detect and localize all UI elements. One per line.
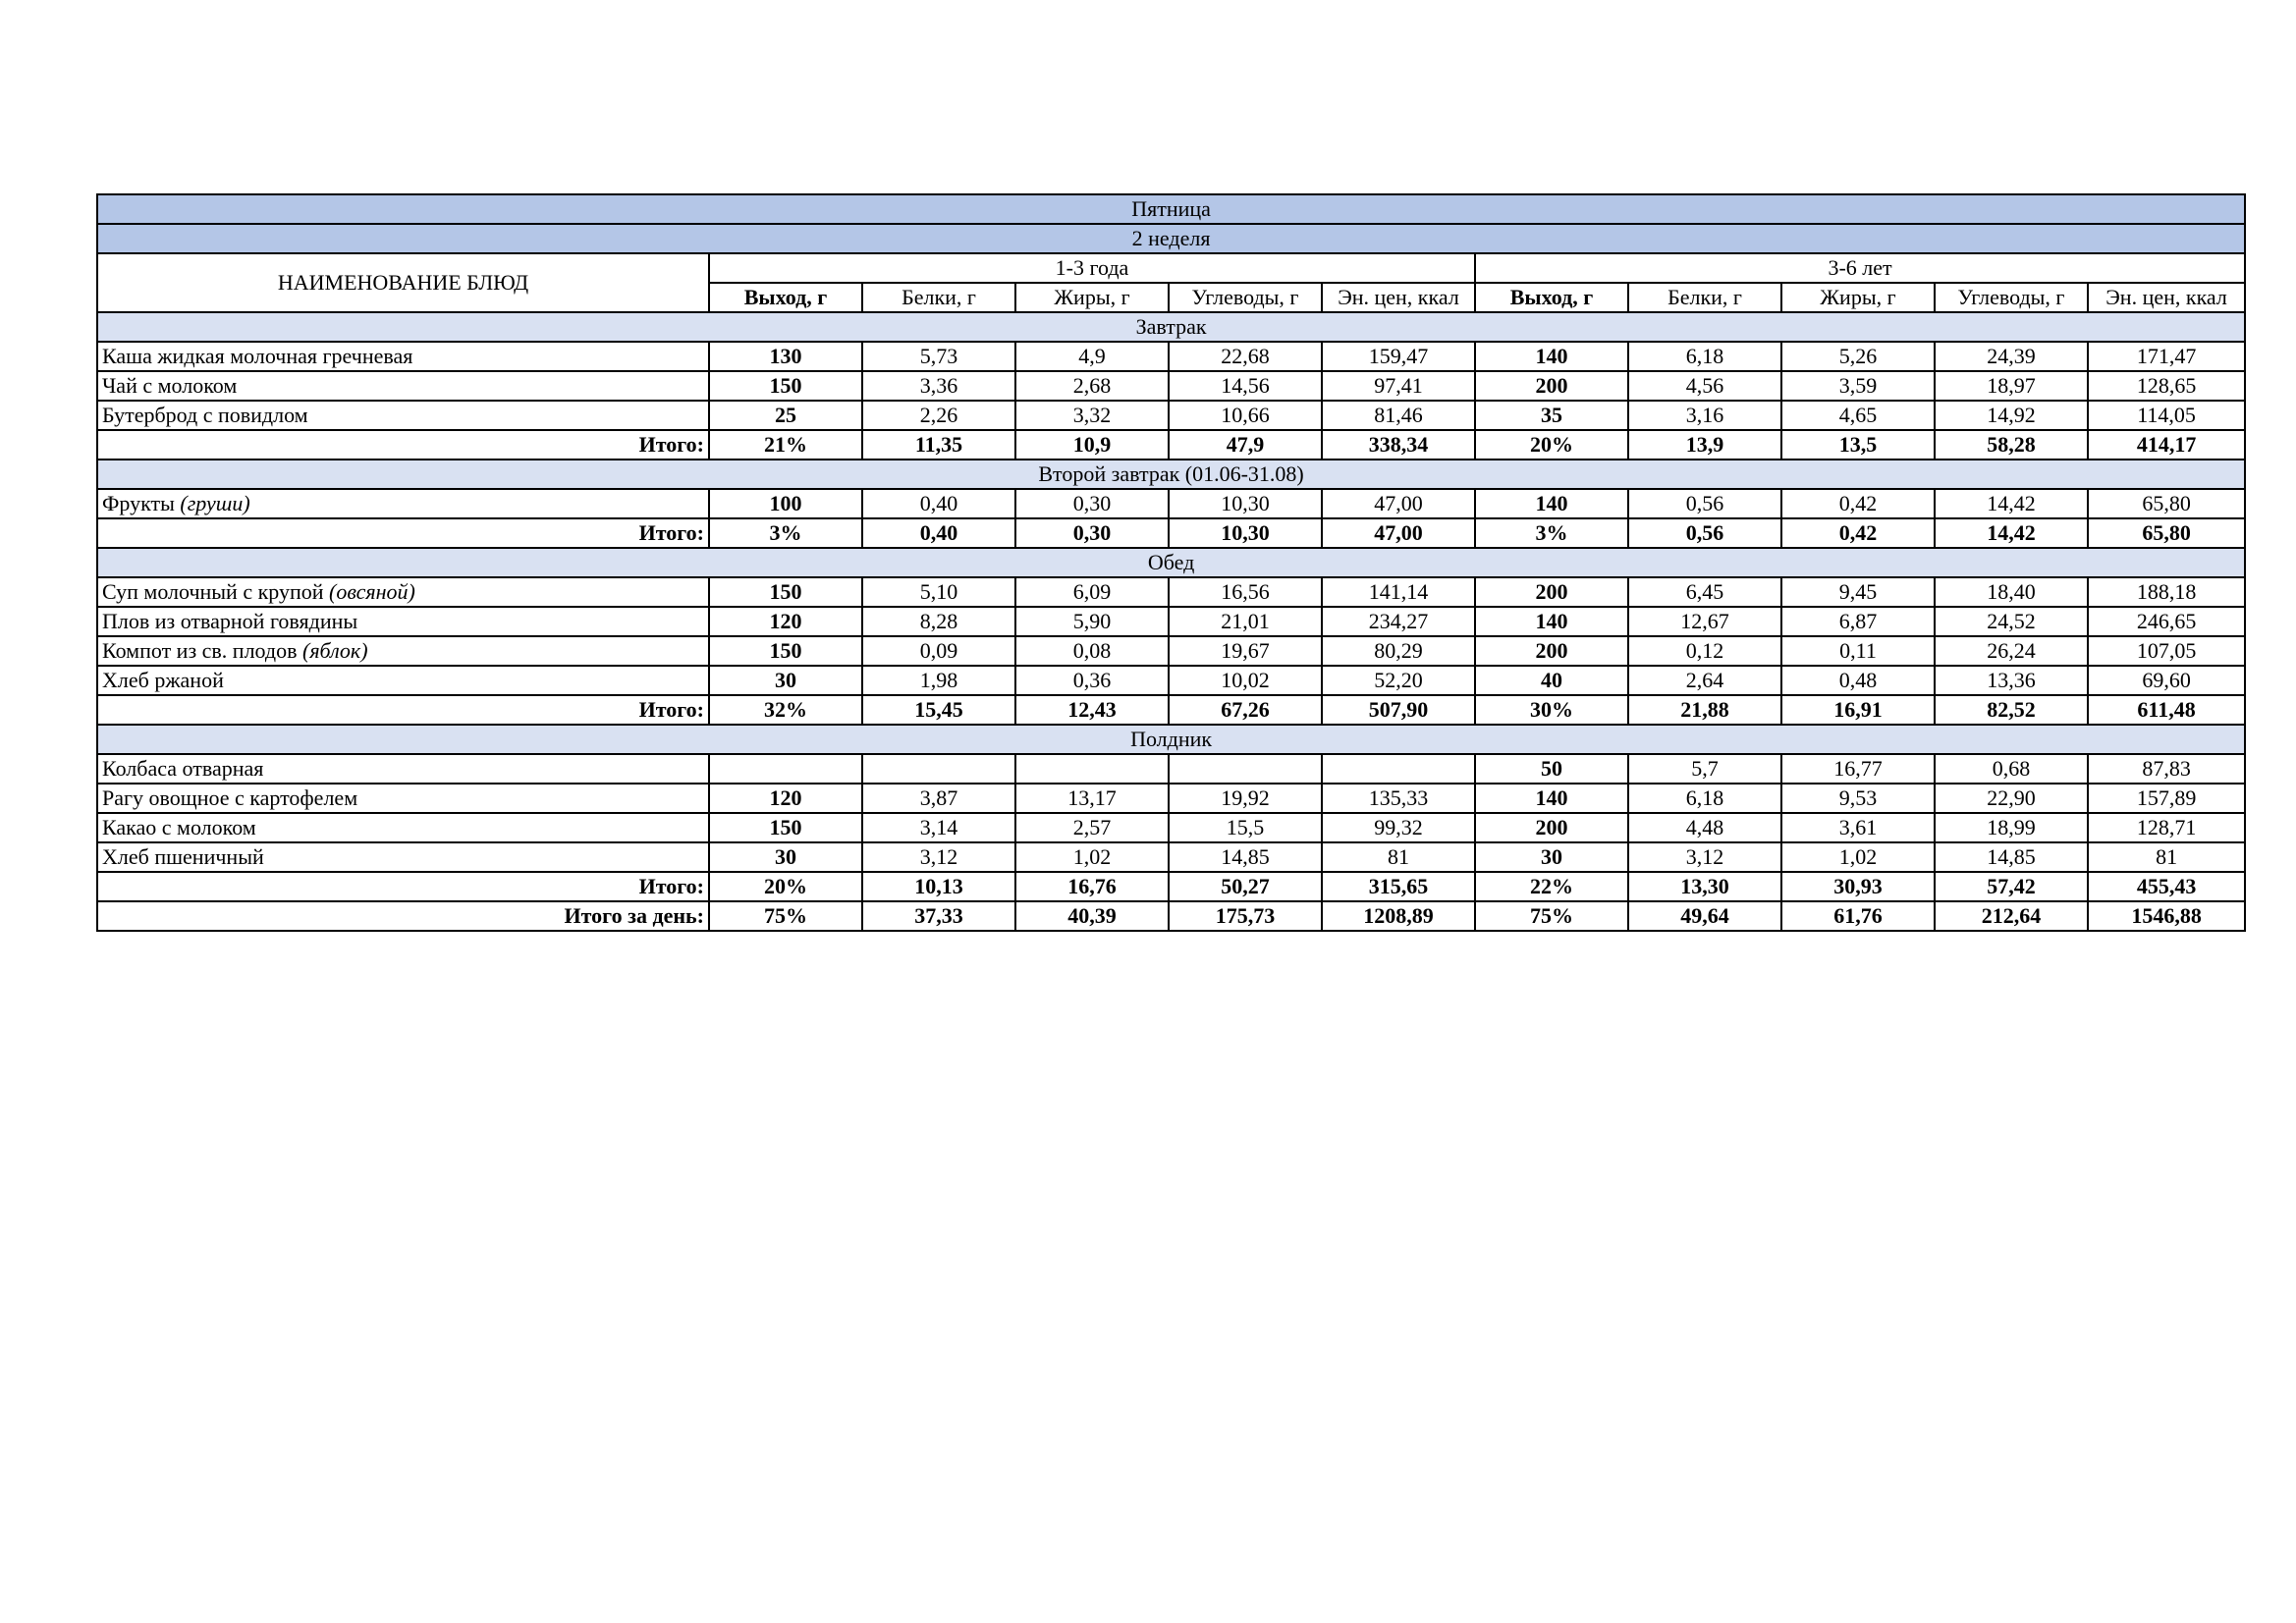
value-cell: 150 (709, 371, 862, 401)
value-cell: 128,71 (2088, 813, 2245, 842)
value-cell: 3,32 (1015, 401, 1169, 430)
value-cell (862, 754, 1015, 784)
value-cell: 18,99 (1935, 813, 2088, 842)
value-cell: 10,30 (1169, 489, 1322, 518)
value-cell: 49,64 (1628, 901, 1781, 931)
value-cell: 414,17 (2088, 430, 2245, 460)
section-total-row (97, 695, 2245, 725)
value-cell: 150 (709, 636, 862, 666)
value-cell: 32% (709, 695, 862, 725)
col-protein-header: Белки, г (862, 283, 1015, 312)
value-cell: 4,65 (1781, 401, 1935, 430)
week-title-row (97, 224, 2245, 253)
value-cell: 10,13 (862, 872, 1015, 901)
value-cell: 5,26 (1781, 342, 1935, 371)
value-cell: 3% (709, 518, 862, 548)
meal-section-row (97, 312, 2245, 342)
value-cell: 24,52 (1935, 607, 2088, 636)
dish-name: Колбаса отварная (102, 756, 264, 781)
value-cell: 37,33 (862, 901, 1015, 931)
dish-row (97, 842, 2245, 872)
value-cell: 5,7 (1628, 754, 1781, 784)
dish-note: (овсяной) (329, 579, 415, 604)
value-cell: 52,20 (1322, 666, 1475, 695)
value-cell: 69,60 (2088, 666, 2245, 695)
dish-name-cell (97, 754, 709, 784)
value-cell: 16,91 (1781, 695, 1935, 725)
value-cell: 100 (709, 489, 862, 518)
value-cell: 338,34 (1322, 430, 1475, 460)
value-cell: 81 (1322, 842, 1475, 872)
meal-section-row (97, 460, 2245, 489)
value-cell: 21% (709, 430, 862, 460)
dish-row (97, 636, 2245, 666)
value-cell: 315,65 (1322, 872, 1475, 901)
value-cell: 13,36 (1935, 666, 2088, 695)
value-cell: 5,90 (1015, 607, 1169, 636)
value-cell: 3,12 (862, 842, 1015, 872)
section-total-row (97, 872, 2245, 901)
dish-name-cell (97, 371, 709, 401)
dish-row (97, 577, 2245, 607)
dish-name-cell (97, 607, 709, 636)
col-carbs-header: Углеводы, г (1935, 283, 2088, 312)
value-cell: 5,73 (862, 342, 1015, 371)
day-title: Пятница (97, 194, 2245, 224)
col-energy-header: Эн. цен, ккал (1322, 283, 1475, 312)
dish-name: Бутерброд с повидлом (102, 403, 308, 427)
col-protein-header: Белки, г (1628, 283, 1781, 312)
day-total-row (97, 901, 2245, 931)
value-cell: 0,30 (1015, 489, 1169, 518)
value-cell: 107,05 (2088, 636, 2245, 666)
dish-note: (груши) (180, 491, 250, 515)
value-cell: 3% (1475, 518, 1628, 548)
value-cell: 4,48 (1628, 813, 1781, 842)
value-cell: 67,26 (1169, 695, 1322, 725)
total-label: Итого: (97, 695, 709, 725)
value-cell: 25 (709, 401, 862, 430)
value-cell: 0,40 (862, 489, 1015, 518)
value-cell: 0,48 (1781, 666, 1935, 695)
age-group-3-6: 3-6 лет (1475, 253, 2245, 283)
value-cell: 87,83 (2088, 754, 2245, 784)
meal-section-title: Завтрак (97, 312, 2245, 342)
value-cell: 1,98 (862, 666, 1015, 695)
value-cell: 0,42 (1781, 489, 1935, 518)
value-cell: 3,14 (862, 813, 1015, 842)
value-cell: 188,18 (2088, 577, 2245, 607)
value-cell: 14,85 (1169, 842, 1322, 872)
total-label: Итого: (97, 518, 709, 548)
dish-name: Суп молочный с крупой (102, 579, 330, 604)
value-cell: 1546,88 (2088, 901, 2245, 931)
value-cell: 14,42 (1935, 518, 2088, 548)
value-cell: 16,77 (1781, 754, 1935, 784)
value-cell: 97,41 (1322, 371, 1475, 401)
value-cell: 200 (1475, 813, 1628, 842)
dish-row (97, 666, 2245, 695)
dish-name-cell (97, 577, 709, 607)
value-cell: 4,9 (1015, 342, 1169, 371)
dish-row (97, 754, 2245, 784)
value-cell: 10,30 (1169, 518, 1322, 548)
dish-name-cell (97, 401, 709, 430)
value-cell: 65,80 (2088, 518, 2245, 548)
value-cell: 61,76 (1781, 901, 1935, 931)
dish-name-header: НАИМЕНОВАНИЕ БЛЮД (97, 253, 709, 312)
value-cell: 140 (1475, 489, 1628, 518)
value-cell: 12,43 (1015, 695, 1169, 725)
value-cell: 200 (1475, 636, 1628, 666)
value-cell: 3,16 (1628, 401, 1781, 430)
value-cell: 15,5 (1169, 813, 1322, 842)
value-cell: 2,68 (1015, 371, 1169, 401)
value-cell: 50 (1475, 754, 1628, 784)
value-cell: 3,36 (862, 371, 1015, 401)
value-cell: 611,48 (2088, 695, 2245, 725)
value-cell: 6,09 (1015, 577, 1169, 607)
value-cell: 9,45 (1781, 577, 1935, 607)
value-cell: 234,27 (1322, 607, 1475, 636)
section-total-row (97, 518, 2245, 548)
dish-name-cell (97, 842, 709, 872)
value-cell: 21,01 (1169, 607, 1322, 636)
value-cell: 47,00 (1322, 489, 1475, 518)
value-cell: 175,73 (1169, 901, 1322, 931)
dish-note: (яблок) (302, 638, 368, 663)
col-carbs-header: Углеводы, г (1169, 283, 1322, 312)
value-cell: 1,02 (1781, 842, 1935, 872)
dish-name: Каша жидкая молочная гречневая (102, 344, 413, 368)
value-cell: 82,52 (1935, 695, 2088, 725)
value-cell: 140 (1475, 784, 1628, 813)
value-cell: 57,42 (1935, 872, 2088, 901)
value-cell: 8,28 (862, 607, 1015, 636)
value-cell: 40,39 (1015, 901, 1169, 931)
value-cell: 135,33 (1322, 784, 1475, 813)
total-label: Итого: (97, 430, 709, 460)
menu-sheet (96, 193, 2244, 932)
meal-section-title: Полдник (97, 725, 2245, 754)
value-cell: 26,24 (1935, 636, 2088, 666)
value-cell: 18,40 (1935, 577, 2088, 607)
dish-row (97, 401, 2245, 430)
value-cell: 200 (1475, 371, 1628, 401)
value-cell: 14,42 (1935, 489, 2088, 518)
dish-row (97, 607, 2245, 636)
value-cell: 30 (1475, 842, 1628, 872)
value-cell: 81 (2088, 842, 2245, 872)
dish-name: Рагу овощное с картофелем (102, 785, 358, 810)
col-yield-header: Выход, г (1475, 283, 1628, 312)
value-cell: 130 (709, 342, 862, 371)
meal-section-title: Обед (97, 548, 2245, 577)
value-cell: 1208,89 (1322, 901, 1475, 931)
value-cell: 14,56 (1169, 371, 1322, 401)
value-cell: 22,90 (1935, 784, 2088, 813)
value-cell: 22,68 (1169, 342, 1322, 371)
value-cell: 0,12 (1628, 636, 1781, 666)
value-cell: 0,08 (1015, 636, 1169, 666)
value-cell: 40 (1475, 666, 1628, 695)
value-cell: 14,92 (1935, 401, 2088, 430)
value-cell: 0,56 (1628, 489, 1781, 518)
value-cell: 2,57 (1015, 813, 1169, 842)
value-cell: 5,10 (862, 577, 1015, 607)
value-cell: 128,65 (2088, 371, 2245, 401)
value-cell: 80,29 (1322, 636, 1475, 666)
dish-row (97, 489, 2245, 518)
age-group-header-row (97, 253, 2245, 283)
value-cell: 159,47 (1322, 342, 1475, 371)
value-cell: 13,30 (1628, 872, 1781, 901)
value-cell: 81,46 (1322, 401, 1475, 430)
value-cell: 65,80 (2088, 489, 2245, 518)
value-cell: 3,61 (1781, 813, 1935, 842)
value-cell: 6,18 (1628, 784, 1781, 813)
value-cell (1169, 754, 1322, 784)
value-cell: 30% (1475, 695, 1628, 725)
value-cell: 246,65 (2088, 607, 2245, 636)
value-cell: 6,87 (1781, 607, 1935, 636)
value-cell: 9,53 (1781, 784, 1935, 813)
dish-name-cell (97, 784, 709, 813)
value-cell: 0,36 (1015, 666, 1169, 695)
meal-section-title: Второй завтрак (01.06-31.08) (97, 460, 2245, 489)
value-cell: 141,14 (1322, 577, 1475, 607)
dish-name: Фрукты (102, 491, 181, 515)
value-cell: 47,9 (1169, 430, 1322, 460)
value-cell: 21,88 (1628, 695, 1781, 725)
value-cell: 15,45 (862, 695, 1015, 725)
menu-table-body (97, 194, 2245, 931)
value-cell: 0,30 (1015, 518, 1169, 548)
value-cell: 150 (709, 813, 862, 842)
value-cell: 6,45 (1628, 577, 1781, 607)
value-cell: 150 (709, 577, 862, 607)
value-cell: 0,11 (1781, 636, 1935, 666)
value-cell: 2,26 (862, 401, 1015, 430)
dish-name: Хлеб ржаной (102, 668, 224, 692)
value-cell: 200 (1475, 577, 1628, 607)
dish-name: Компот из св. плодов (102, 638, 302, 663)
value-cell: 18,97 (1935, 371, 2088, 401)
dish-name-cell (97, 666, 709, 695)
value-cell: 30 (709, 842, 862, 872)
value-cell: 3,87 (862, 784, 1015, 813)
value-cell: 140 (1475, 607, 1628, 636)
value-cell: 0,56 (1628, 518, 1781, 548)
value-cell: 11,35 (862, 430, 1015, 460)
value-cell: 22% (1475, 872, 1628, 901)
dish-row (97, 813, 2245, 842)
week-title: 2 неделя (97, 224, 2245, 253)
value-cell (1322, 754, 1475, 784)
dish-name-cell (97, 489, 709, 518)
meal-section-row (97, 725, 2245, 754)
value-cell: 35 (1475, 401, 1628, 430)
value-cell: 13,17 (1015, 784, 1169, 813)
col-energy-header: Эн. цен, ккал (2088, 283, 2245, 312)
total-label: Итого: (97, 872, 709, 901)
value-cell (709, 754, 862, 784)
menu-table (96, 193, 2246, 932)
value-cell: 140 (1475, 342, 1628, 371)
value-cell: 50,27 (1169, 872, 1322, 901)
dish-row (97, 784, 2245, 813)
value-cell: 13,5 (1781, 430, 1935, 460)
value-cell: 6,18 (1628, 342, 1781, 371)
value-cell: 10,02 (1169, 666, 1322, 695)
value-cell: 120 (709, 607, 862, 636)
meal-section-row (97, 548, 2245, 577)
value-cell: 10,66 (1169, 401, 1322, 430)
value-cell: 24,39 (1935, 342, 2088, 371)
value-cell: 120 (709, 784, 862, 813)
value-cell: 1,02 (1015, 842, 1169, 872)
age-group-1-3: 1-3 года (709, 253, 1475, 283)
value-cell: 75% (1475, 901, 1628, 931)
value-cell: 0,40 (862, 518, 1015, 548)
value-cell: 13,9 (1628, 430, 1781, 460)
value-cell: 0,09 (862, 636, 1015, 666)
value-cell: 0,68 (1935, 754, 2088, 784)
value-cell: 30 (709, 666, 862, 695)
value-cell: 99,32 (1322, 813, 1475, 842)
dish-name: Какао с молоком (102, 815, 256, 839)
value-cell: 4,56 (1628, 371, 1781, 401)
value-cell: 12,67 (1628, 607, 1781, 636)
value-cell: 58,28 (1935, 430, 2088, 460)
dish-name: Хлеб пшеничный (102, 844, 264, 869)
value-cell: 507,90 (1322, 695, 1475, 725)
section-total-row (97, 430, 2245, 460)
value-cell: 30,93 (1781, 872, 1935, 901)
dish-row (97, 371, 2245, 401)
day-title-row (97, 194, 2245, 224)
value-cell: 3,59 (1781, 371, 1935, 401)
value-cell: 171,47 (2088, 342, 2245, 371)
value-cell: 19,92 (1169, 784, 1322, 813)
value-cell: 10,9 (1015, 430, 1169, 460)
day-total-label: Итого за день: (97, 901, 709, 931)
dish-name-cell (97, 813, 709, 842)
col-fat-header: Жиры, г (1781, 283, 1935, 312)
value-cell: 16,76 (1015, 872, 1169, 901)
value-cell: 114,05 (2088, 401, 2245, 430)
value-cell: 0,42 (1781, 518, 1935, 548)
value-cell (1015, 754, 1169, 784)
value-cell: 455,43 (2088, 872, 2245, 901)
value-cell: 14,85 (1935, 842, 2088, 872)
dish-name-cell (97, 636, 709, 666)
value-cell: 2,64 (1628, 666, 1781, 695)
value-cell: 20% (709, 872, 862, 901)
value-cell: 75% (709, 901, 862, 931)
dish-name-cell (97, 342, 709, 371)
dish-name: Плов из отварной говядины (102, 609, 358, 633)
value-cell: 157,89 (2088, 784, 2245, 813)
value-cell: 20% (1475, 430, 1628, 460)
col-yield-header: Выход, г (709, 283, 862, 312)
value-cell: 47,00 (1322, 518, 1475, 548)
dish-name: Чай с молоком (102, 373, 238, 398)
value-cell: 3,12 (1628, 842, 1781, 872)
value-cell: 19,67 (1169, 636, 1322, 666)
value-cell: 16,56 (1169, 577, 1322, 607)
col-fat-header: Жиры, г (1015, 283, 1169, 312)
value-cell: 212,64 (1935, 901, 2088, 931)
dish-row (97, 342, 2245, 371)
